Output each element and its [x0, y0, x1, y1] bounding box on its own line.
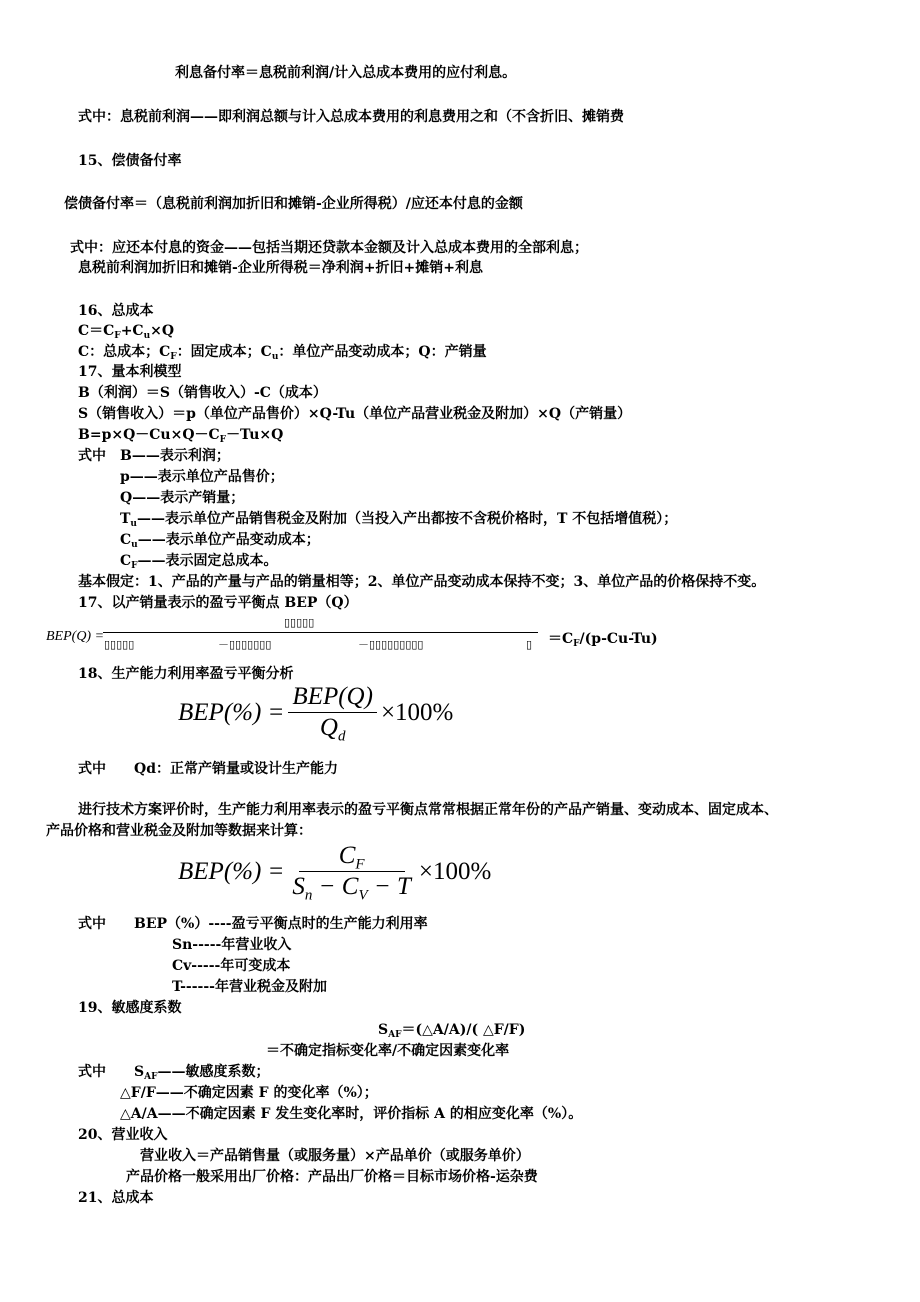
bep-percent-times-100: ×100% — [380, 698, 454, 726]
bep-percent-formula-1 — [178, 683, 454, 745]
where-tu-tax: $T_u——$表示单位产品销售税金及附加（当投入产出都按不含税价格时，T 不包括增值税）； — [120, 511, 678, 529]
ebit-definition: 式中：息税前利润——即利润总额与计入总成本费用的利息费用之和（不含折旧、摊销费 — [78, 109, 624, 125]
total-cost-formula: $C=C_F+C_u\times Q$ — [78, 323, 175, 341]
where-sn: Sn-----年营业收入 — [172, 937, 292, 953]
section-16-heading: 16、总成本 — [78, 303, 154, 319]
where-saf: 式中 $S_{AF}——$敏感度系数； — [78, 1064, 270, 1082]
evaluation-paragraph-line-2: 产品价格和营业税金及附加等数据来计算： — [46, 823, 312, 839]
sensitivity-formula: $S_{AF}=(\triangle A/A)/$( △F/F) — [378, 1022, 526, 1040]
where-q-quantity: Q——表示产销量； — [120, 490, 245, 506]
bep-percent-2-fraction — [288, 842, 415, 904]
bep-percent-lhs: BEP(%) = — [178, 698, 285, 726]
basic-assumptions: 基本假定：1、产品的产量与产品的销量相等；2、单位产品变动成本保持不变；3、单位产品的价格保持不变。 — [78, 574, 766, 590]
section-17-bep-quantity-heading: 17、以产销量表示的盈亏平衡点 BEP（Q） — [78, 595, 358, 611]
section-20-heading: 20、营业收入 — [78, 1127, 168, 1143]
bep-q-denominator-4: ▯ — [526, 638, 533, 651]
section-19-heading: 19、敏感度系数 — [78, 1000, 182, 1016]
section-17-heading: 17、量本利模型 — [78, 364, 182, 380]
sales-revenue-formula: S（销售收入）＝p（单位产品售价）×Q-Tu（单位产品营业税金及附加）×Q（产销量） — [78, 406, 632, 422]
where-bep-percent: 式中 BEP（%）----盈亏平衡点时的生产能力利用率 — [78, 916, 428, 932]
bep-percent-2-denominator: $S_n - C_V - T$ — [292, 873, 411, 904]
where-cv: Cv-----年可变成本 — [172, 958, 291, 974]
bep-percent-formula-2 — [178, 842, 492, 904]
section-15-heading: 15、偿债备付率 — [78, 153, 182, 169]
section-21-heading: 21、总成本 — [78, 1190, 154, 1206]
interest-coverage-formula: 利息备付率＝息税前利润/计入总成本费用的应付利息。 — [175, 65, 517, 81]
operating-revenue-formula: 营业收入＝产品销售量（或服务量）×产品单价（或服务单价） — [140, 1148, 530, 1164]
section-18-heading: 18、生产能力利用率盈亏平衡分析 — [78, 666, 294, 682]
bep-percent-denominator: $Q_d$ — [319, 714, 346, 745]
where-cf-fixed-cost: $C_F——$表示固定总成本。 — [120, 553, 278, 571]
total-cost-legend: C：总成本；$C_F$：固定成本；$C_u$：单位产品变动成本；Q：产销量 — [78, 344, 487, 362]
bep-percent-2-times-100: ×100% — [418, 857, 492, 885]
where-b-profit: 式中 B——表示利润； — [78, 448, 230, 464]
ebitda-minus-tax-definition: 息税前利润加折旧和摊销-企业所得税＝净利润+折旧+摊销+利息 — [78, 260, 484, 276]
where-t: T------年营业税金及附加 — [172, 979, 327, 995]
profit-expanded-formula: $B=p\times Q-Cu\times Q-C_F-Tu\times Q$ — [78, 427, 284, 445]
where-delta-f: △F/F——不确定因素 F 的变化率（%）； — [120, 1085, 378, 1101]
debt-service-definition: 式中：应还本付息的资金——包括当期还贷款本金额及计入总成本费用的全部利息； — [70, 240, 588, 256]
evaluation-paragraph-line-1: 进行技术方案评价时，生产能力利用率表示的盈亏平衡点常常根据正常年份的产品产销量、变动成本、固定成本、 — [78, 802, 778, 818]
where-delta-a: △A/A——不确定因素 F 发生变化率时，评价指标 A 的相应变化率（%）。 — [120, 1106, 583, 1122]
bep-q-fraction-bar — [103, 632, 538, 633]
bep-percent-2-lhs: BEP(%) = — [178, 857, 285, 885]
factory-price-formula: 产品价格一般采用出厂价格：产品出厂价格＝目标市场价格-运杂费 — [126, 1169, 538, 1185]
bep-q-denominator-1: ▯▯▯▯▯ — [104, 638, 135, 651]
bep-percent-2-numerator: $C_F$ — [299, 843, 405, 872]
bep-percent-numerator: BEP(Q) — [288, 684, 377, 713]
where-p-price: p——表示单位产品售价； — [120, 469, 284, 485]
bep-q-rhs: $=C_F/(p-Cu-Tu)$ — [548, 631, 658, 649]
bep-q-numerator: ▯▯▯▯▯ — [284, 616, 315, 629]
bep-q-denominator-2: －▯▯▯▯▯▯▯ — [218, 638, 272, 651]
bep-percent-fraction — [288, 683, 377, 745]
bep-q-lhs: BEP(Q) = — [46, 629, 105, 644]
where-qd: 式中 Qd：正常产销量或设计生产能力 — [78, 761, 338, 777]
debt-service-coverage-formula: 偿债备付率＝（息税前利润加折旧和摊销-企业所得税）/应还本付息的金额 — [64, 196, 523, 212]
bep-q-denominator-3: －▯▯▯▯▯▯▯▯▯ — [358, 638, 424, 651]
sensitivity-formula-words: ＝不确定指标变化率/不确定因素变化率 — [266, 1043, 510, 1059]
profit-formula: B（利润）＝S（销售收入）-C（成本） — [78, 385, 327, 401]
where-cu-variable-cost: $C_u——$表示单位产品变动成本； — [120, 532, 320, 550]
